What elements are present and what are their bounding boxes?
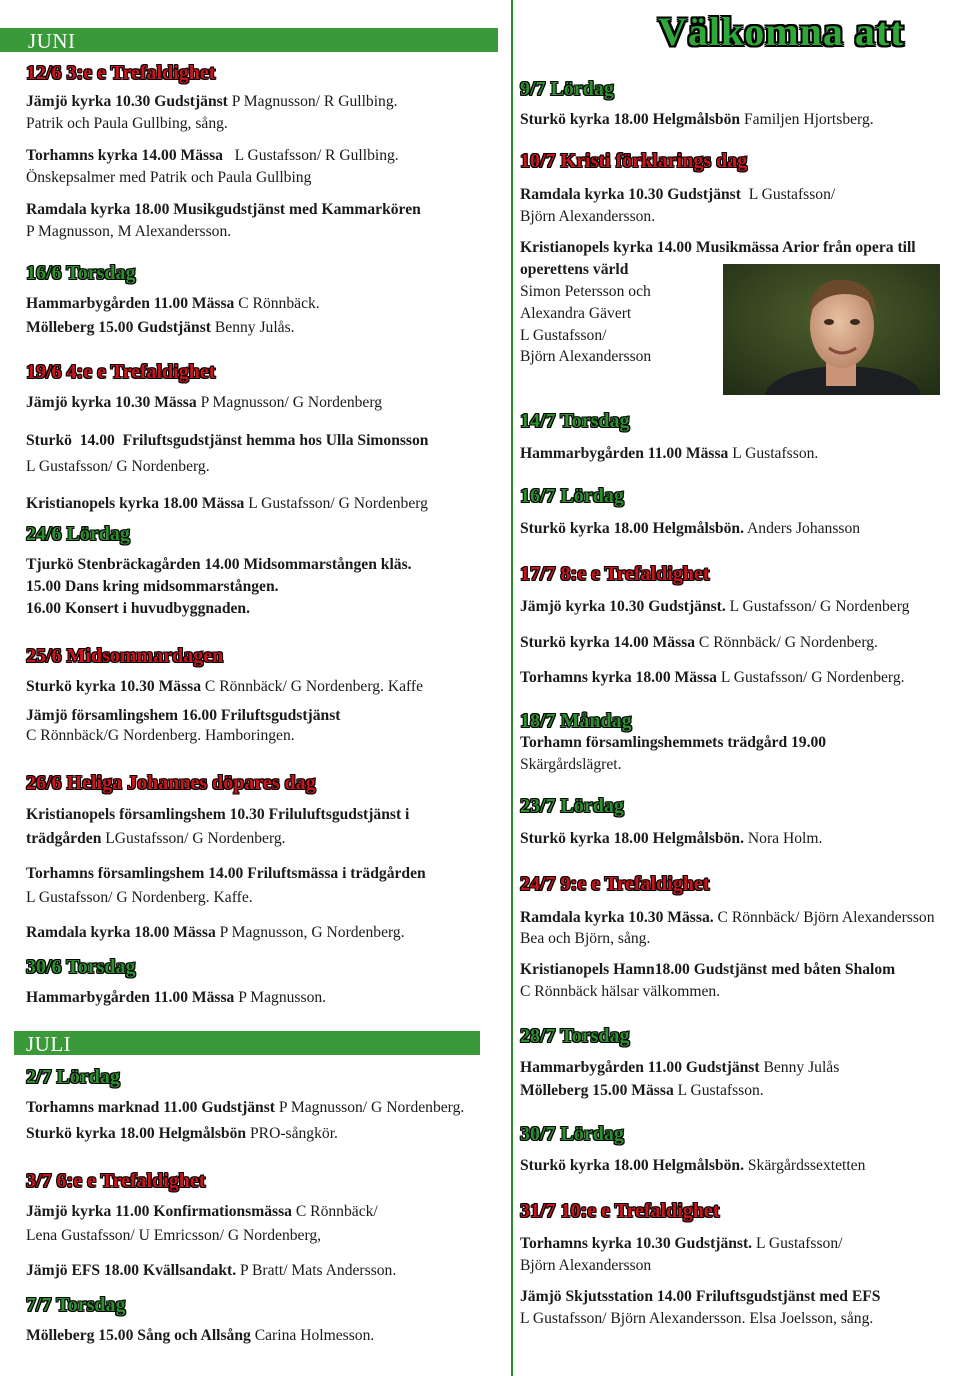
event-line xyxy=(26,494,428,514)
event-line xyxy=(26,726,295,746)
event-heading: 25/6 Midsommardagen xyxy=(26,645,224,667)
month-bar-juni: JUNI xyxy=(0,28,498,52)
event-line xyxy=(520,982,720,1002)
event-heading: 30/6 Torsdag xyxy=(26,956,136,978)
event-detail-text: Patrik och Paula Gullbing, sång. xyxy=(26,115,228,132)
event-line xyxy=(26,555,412,575)
event-heading: 2/7 Lördag xyxy=(26,1066,120,1088)
event-line xyxy=(26,1124,338,1144)
event-line xyxy=(520,207,655,227)
event-title-text: Hammarbygården 11.00 Mässa xyxy=(520,445,729,462)
event-heading: 28/7 Torsdag xyxy=(520,1025,630,1047)
event-line xyxy=(520,960,895,980)
event-detail-text: Björn Alexandersson xyxy=(520,348,652,366)
right-column xyxy=(512,0,960,1376)
event-detail-text: C Rönnbäck. xyxy=(234,295,320,312)
event-title-text: trädgården xyxy=(26,830,102,847)
event-heading: 14/7 Torsdag xyxy=(520,410,630,432)
event-detail-text: L Gustafsson/ xyxy=(752,1235,843,1252)
event-heading: 31/7 10:e e Trefaldighet xyxy=(520,1200,720,1222)
event-line xyxy=(26,168,311,188)
event-detail-text: P Magnusson, M Alexandersson. xyxy=(26,222,232,240)
event-line xyxy=(520,633,878,653)
event-title-text: Ramdala kyrka 18.00 Musikgudstjänst med Kammarkören xyxy=(26,200,421,218)
event-heading: 10/7 Kristi förklarings dag xyxy=(520,150,748,172)
event-line xyxy=(520,304,631,324)
event-heading: 17/7 8:e e Trefaldighet xyxy=(520,563,710,585)
event-detail-text: C Rönnbäck/ G Nordenberg. xyxy=(695,633,878,651)
event-title-text: Jämjö församlingshem 16.00 Friluftsgudstjänst xyxy=(26,707,341,724)
event-detail-text: L Gustafsson/ G Nordenberg. xyxy=(716,669,905,687)
event-title-text: operettens värld xyxy=(520,261,629,279)
event-detail-text: Skärgårdslägret. xyxy=(520,756,622,773)
event-title-text: Jämjö kyrka 10.30 Gudstjänst. xyxy=(520,598,726,615)
event-line xyxy=(26,1202,378,1222)
event-heading: 16/7 Lördag xyxy=(520,485,624,507)
event-title-text: Hammarbygården 11.00 Mässa xyxy=(26,989,235,1006)
event-title-text: Sturkö kyrka 18.00 Helgmålsbön. xyxy=(520,1157,744,1174)
event-title-text: Sturkö kyrka 14.00 Mässa xyxy=(520,633,696,651)
event-heading: 24/7 9:e e Trefaldighet xyxy=(520,873,710,895)
event-detail-text: L Gustafsson/ G Nordenberg xyxy=(244,495,428,513)
event-line xyxy=(26,829,286,849)
event-title-text: Torhamns församlingshem 14.00 Friluftsmässa i trädgården xyxy=(26,864,426,882)
event-title-text: 16.00 Konsert i huvudbyggnaden. xyxy=(26,600,251,617)
event-detail-text: C Rönnbäck/ G Nordenberg. Kaffe xyxy=(201,678,424,695)
event-line xyxy=(520,1234,842,1254)
event-line xyxy=(520,1287,880,1307)
event-line xyxy=(26,200,421,220)
event-line xyxy=(520,733,826,753)
event-line xyxy=(26,114,228,134)
event-line xyxy=(520,829,822,849)
event-line xyxy=(520,1309,873,1329)
event-line xyxy=(26,222,231,242)
event-line xyxy=(520,1058,839,1078)
event-detail-text: Björn Alexandersson xyxy=(520,1256,652,1274)
event-line xyxy=(26,988,326,1008)
event-detail-text: L Gustafsson/ xyxy=(740,186,836,203)
event-line xyxy=(520,597,909,617)
event-line xyxy=(520,347,651,367)
event-line xyxy=(26,146,399,166)
month-bar-juli: JULI xyxy=(14,1031,480,1055)
event-line xyxy=(26,393,382,413)
event-detail-text: P Magnusson/ R Gullbing. xyxy=(227,93,398,110)
event-title-text: Tjurkö Stenbräckagården 14.00 Midsommarstången kläs. xyxy=(26,556,412,573)
event-line xyxy=(520,1256,651,1276)
event-title-text: Jämjö kyrka 10.30 Mässa xyxy=(26,394,197,411)
event-line xyxy=(26,1098,464,1118)
event-title-text: Ramdala kyrka 18.00 Mässa xyxy=(26,923,216,941)
event-line xyxy=(520,519,860,539)
event-detail-text: L Gustafsson/ Björn Alexandersson. Elsa Joelsson, sång. xyxy=(520,1310,874,1328)
event-line xyxy=(26,923,405,943)
event-heading: 26/6 Heliga Johannes döpares dag xyxy=(26,772,316,794)
event-line xyxy=(520,668,905,688)
event-title-text: Jämjö kyrka 11.00 Konfirmationsmässa xyxy=(26,1203,292,1220)
event-title-text: Ramdala kyrka 10.30 Mässa. xyxy=(520,909,714,926)
event-detail-text: P Magnusson/ G Nordenberg. xyxy=(275,1099,465,1116)
event-title-text: 15.00 Dans kring midsommarstången. xyxy=(26,578,279,595)
event-line xyxy=(520,326,606,346)
event-line xyxy=(26,599,250,619)
event-line xyxy=(520,444,818,464)
event-detail-text: Nora Holm. xyxy=(743,830,823,847)
event-detail-text: L Gustafsson/ G Nordenberg xyxy=(725,598,910,615)
event-title-text: Jämjö EFS 18.00 Kvällsandakt. xyxy=(26,1261,237,1279)
event-detail-text: Bea och Björn, sång. xyxy=(520,930,651,948)
event-line xyxy=(26,92,398,112)
event-title-text: Sturkö kyrka 10.30 Mässa xyxy=(26,678,202,695)
event-line xyxy=(26,888,253,908)
event-detail-text: C Rönnbäck hälsar välkommen. xyxy=(520,982,721,1000)
event-heading: 24/6 Lördag xyxy=(26,523,130,545)
event-line xyxy=(26,457,210,477)
event-detail-text: P Magnusson. xyxy=(234,989,327,1006)
event-detail-text: Önskepsalmer med Patrik och Paula Gullbing xyxy=(26,168,312,186)
event-title-text: Jämjö Skjutsstation 14.00 Friluftsgudstjänst med EFS xyxy=(520,1288,881,1306)
event-line xyxy=(26,577,279,597)
event-line xyxy=(26,431,428,451)
event-detail-text: Benny Julås xyxy=(759,1059,840,1076)
event-line xyxy=(26,1261,396,1281)
event-detail-text: L Gustafsson/ G Nordenberg. xyxy=(26,457,210,475)
event-detail-text: Benny Julås. xyxy=(210,319,295,336)
event-detail-text: C Rönnbäck/ xyxy=(291,1203,378,1220)
event-line xyxy=(520,260,628,280)
event-title-text: Torhamns marknad 11.00 Gudstjänst xyxy=(26,1099,275,1116)
event-title-text: Torhamn församlingshemmets trädgård 19.00 xyxy=(520,734,827,751)
event-detail-text: Lena Gustafsson/ U Emricsson/ G Nordenberg, xyxy=(26,1227,322,1244)
event-title-text: Kristianopels kyrka 14.00 Musikmässa Arior från opera till xyxy=(520,239,916,257)
event-line xyxy=(26,318,295,338)
event-line xyxy=(520,929,650,949)
event-heading: 12/6 3:e e Trefaldighet xyxy=(26,62,216,84)
event-heading: 19/6 4:e e Trefaldighet xyxy=(26,361,216,383)
event-title-text: Sturkö kyrka 18.00 Helgmålsbön. xyxy=(520,830,744,847)
event-detail-text: Alexandra Gävert xyxy=(520,304,632,322)
event-title-text: Jämjö kyrka 10.30 Gudstjänst xyxy=(26,93,228,110)
event-line xyxy=(520,1081,764,1101)
event-line xyxy=(520,1156,865,1176)
event-title-text: Kristianopels kyrka 18.00 Mässa xyxy=(26,495,245,513)
event-title-text: Hammarbygården 11.00 Mässa xyxy=(26,295,235,312)
event-line xyxy=(26,1226,321,1246)
event-title-text: Kristianopels Hamn18.00 Gudstjänst med båten Shalom xyxy=(520,961,896,979)
event-detail-text: L Gustafsson/ xyxy=(520,326,607,344)
event-line xyxy=(26,677,423,697)
event-title-text: Sturkö kyrka 18.00 Helgmålsbön. xyxy=(520,520,744,537)
event-line xyxy=(520,238,916,258)
event-detail-text: L Gustafsson/ G Nordenberg. Kaffe. xyxy=(26,888,253,906)
event-heading: 30/7 Lördag xyxy=(520,1123,624,1145)
event-line xyxy=(520,755,621,775)
event-detail-text: P Magnusson/ G Nordenberg xyxy=(196,394,383,411)
event-detail-text: PRO-sångkör. xyxy=(246,1125,338,1142)
event-title-text: Ramdala kyrka 10.30 Gudstjänst xyxy=(520,186,741,203)
event-detail-text: C Rönnbäck/G Nordenberg. Hamboringen. xyxy=(26,727,295,744)
event-detail-text: Björn Alexandersson. xyxy=(520,207,656,225)
event-title-text: Torhamns kyrka 18.00 Mässa xyxy=(520,669,717,687)
event-title-text: Sturkö kyrka 18.00 Helgmålsbön xyxy=(520,111,741,128)
event-title-text: Kristianopels församlingshem 10.30 Friluluftsgudstjänst i xyxy=(26,806,410,823)
page-title: Välkomna att xyxy=(658,9,905,54)
event-line xyxy=(520,185,835,205)
event-title-text: Mölleberg 15.00 Sång och Allsång xyxy=(26,1327,251,1344)
event-detail-text: Carina Holmesson. xyxy=(250,1327,375,1344)
event-detail-text: LGustafsson/ G Nordenberg. xyxy=(101,830,286,847)
event-heading: 18/7 Måndag xyxy=(520,710,632,732)
event-line xyxy=(520,908,935,928)
event-line xyxy=(26,864,426,884)
event-line xyxy=(26,805,409,825)
event-detail-text: Skärgårdssextetten xyxy=(743,1157,866,1174)
event-line xyxy=(26,1326,374,1346)
event-detail-text: L Gustafsson. xyxy=(673,1082,764,1099)
event-detail-text: Anders Johansson xyxy=(743,520,861,537)
event-detail-text: L Gustafsson. xyxy=(728,445,819,462)
event-title-text: Mölleberg 15.00 Mässa xyxy=(520,1082,674,1099)
event-heading: 3/7 6:e e Trefaldighet xyxy=(26,1170,206,1192)
event-title-text: Mölleberg 15.00 Gudstjänst xyxy=(26,319,211,336)
event-title-text: Torhamns kyrka 14.00 Mässa xyxy=(26,146,223,164)
event-title-text: Sturkö kyrka 18.00 Helgmålsbön xyxy=(26,1125,247,1142)
event-heading: 9/7 Lördag xyxy=(520,78,614,100)
event-detail-text: Familjen Hjortsberg. xyxy=(740,111,874,128)
event-detail-text: C Rönnbäck/ Björn Alexandersson xyxy=(713,909,935,926)
event-heading: 7/7 Torsdag xyxy=(26,1294,126,1316)
event-title-text: Torhamns kyrka 10.30 Gudstjänst. xyxy=(520,1235,753,1252)
event-line xyxy=(26,706,340,726)
event-line xyxy=(26,294,320,314)
event-title-text: Hammarbygården 11.00 Gudstjänst xyxy=(520,1059,760,1076)
event-line xyxy=(520,110,874,130)
event-detail-text: P Bratt/ Mats Andersson. xyxy=(236,1261,397,1279)
event-detail-text: P Magnusson, G Nordenberg. xyxy=(215,923,405,941)
event-heading: 16/6 Torsdag xyxy=(26,262,136,284)
event-title-text: Sturkö 14.00 Friluftsgudstjänst hemma hos Ulla Simonsson xyxy=(26,431,429,449)
event-detail-text: L Gustafsson/ R Gullbing. xyxy=(222,146,399,164)
event-heading: 23/7 Lördag xyxy=(520,795,624,817)
event-detail-text: Simon Petersson och xyxy=(520,283,651,300)
event-line xyxy=(520,282,651,302)
